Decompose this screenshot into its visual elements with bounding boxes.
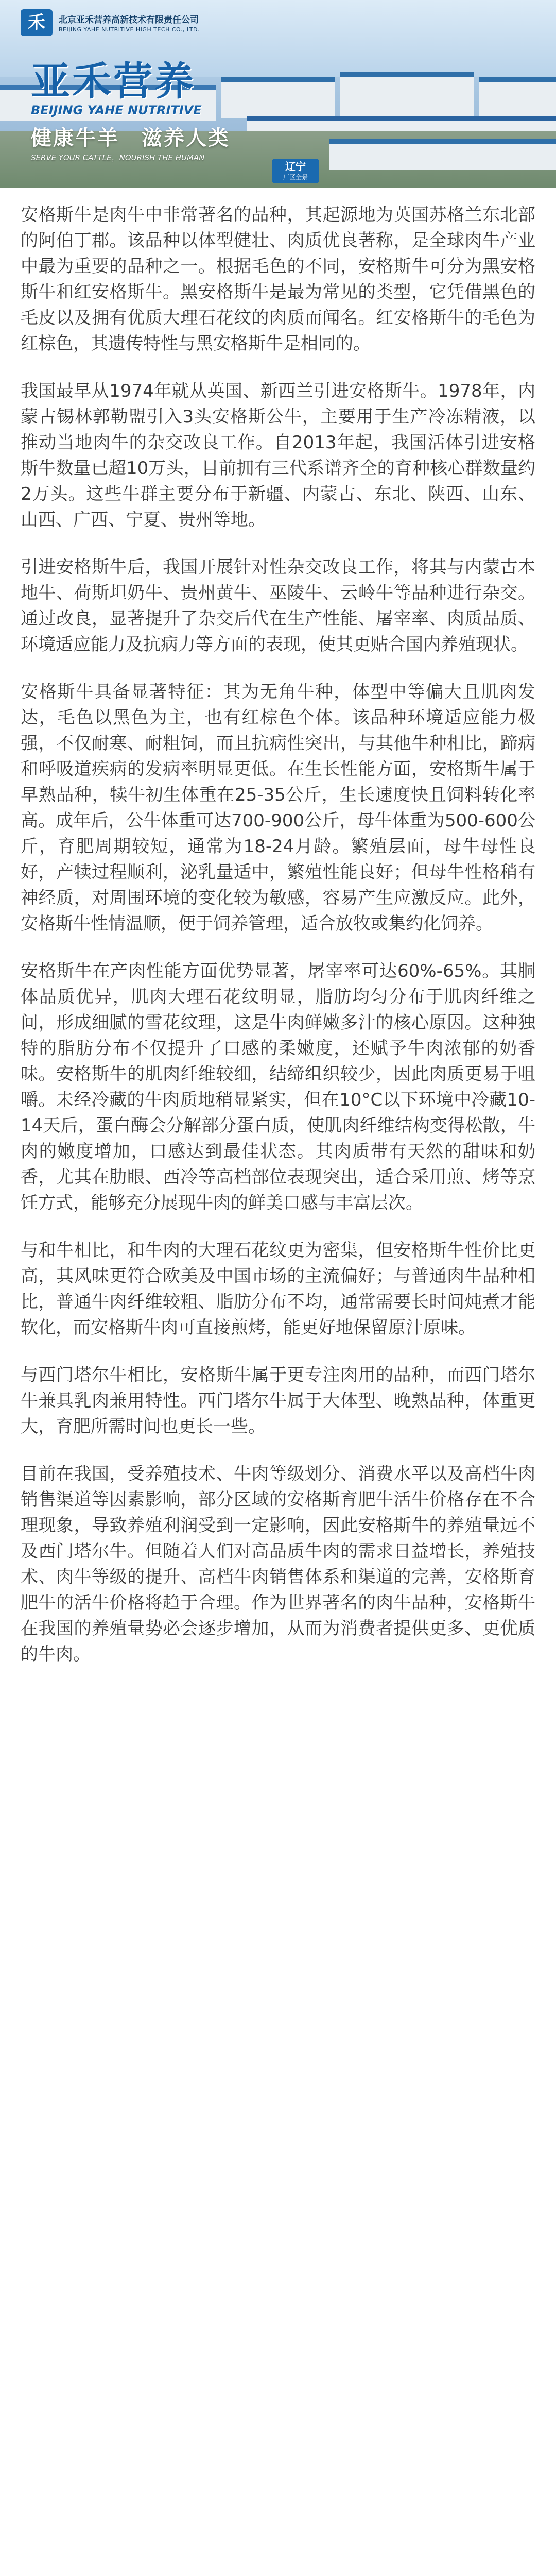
article-paragraph: 与和牛相比，和牛肉的大理石花纹更为密集，但安格斯牛性价比更高，其风味更符合欧美及中国市场的主流偏好；与普通肉牛品种相比，普通牛肉纤维较粗、脂肪分布不均，通常需要长时间炖煮才能软化，而安格斯牛肉可直接煎烤，能更好地保留原汁原味。 (21, 1240, 535, 1338)
company-name-block (59, 12, 200, 33)
brand-title-en: BEIJING YAHE NUTRITIVE (31, 103, 202, 117)
article-body (21, 202, 535, 1689)
article-paragraph: 安格斯牛是肉牛中非常著名的品种，其起源地为英国苏格兰东北部的阿伯丁郡。该品种以体型健壮、肉质优良著称，是全球肉牛产业中最为重要的品种之一。根据毛色的不同，安格斯牛可分为黑安格斯牛和红安格斯牛。黑安格斯牛是最为常见的类型，它凭借黑色的毛皮以及拥有优质大理石花纹的肉质而闻名。红安格斯牛的毛色为红棕色，其遗传特性与黑安格斯牛是相同的。 (21, 205, 535, 354)
company-name-en: BEIJING YAHE NUTRITIVE HIGH TECH CO., LTD. (59, 26, 200, 33)
article-paragraph: 安格斯牛在产肉性能方面优势显著，屠宰率可达60%-65%。其胴体品质优异，肌肉大理石花纹明显，脂肪均匀分布于肌肉纤维之间，形成细腻的雪花纹理，这是牛肉鲜嫩多汁的核心原因。这种独特的脂肪分布不仅提升了口感的柔嫩度，还赋予牛肉浓郁的奶香味。安格斯牛的肌肉纤维较细，结缔组织较少，因此肉质更易于咀嚼。未经冷藏的牛肉质地稍显紧实，但在10°C以下环境中冷藏10-14天后，蛋白酶会分解部分蛋白质，使肌肉纤维结构变得松散，牛肉的嫩度增加，口感达到最佳状态。其肉质带有天然的甜味和奶香，尤其在肋眼、西冷等高档部位表现突出，适合采用煎、烤等烹饪方式，能够充分展现牛肉的鲜美口感与丰富层次。 (21, 961, 535, 1213)
article-paragraph: 我国最早从1974年就从英国、新西兰引进安格斯牛。1978年，内蒙古锡林郭勒盟引入3头安格斯公牛，主要用于生产冷冻精液，以推动当地肉牛的杂交改良工作。自2013年起，我国活体引进安格斯牛数量已超10万头，目前拥有三代系谱齐全的育种核心群数量约2万头。这些牛群主要分布于新疆、内蒙古、东北、陕西、山东、山西、广西、宁夏、贵州等地。 (21, 381, 535, 530)
company-name-cn: 北京亚禾营养高新技术有限责任公司 (59, 15, 199, 25)
article-paragraph: 与西门塔尔牛相比，安格斯牛属于更专注肉用的品种，而西门塔尔牛兼具乳肉兼用特性。西门塔尔牛属于大体型、晚熟品种，体重更大，育肥所需时间也更长一些。 (21, 1365, 535, 1437)
location-badge (272, 159, 319, 183)
article-paragraph: 引进安格斯牛后，我国开展针对性杂交改良工作，将其与内蒙古本地牛、荷斯坦奶牛、贵州黄牛、巫陵牛、云岭牛等品种进行杂交。通过改良，显著提升了杂交后代在生产性能、屠宰率、肉质品质、环境适应能力及抗病力等方面的表现，使其更贴合国内养殖现状。 (21, 557, 535, 655)
article-paragraph: 目前在我国，受养殖技术、牛肉等级划分、消费水平以及高档牛肉销售渠道等因素影响，部分区域的安格斯育肥牛活牛价格存在不合理现象，导致养殖利润受到一定影响，因此安格斯牛的养殖量远不及西门塔尔牛。但随着人们对高品质牛肉的需求日益增长，养殖技术、肉牛等级的提升、高档牛肉销售体系和渠道的完善，安格斯育肥牛的活牛价格将趋于合理。作为世界著名的肉牛品种，安格斯牛在我国的养殖量势必会逐步增加，从而为消费者提供更多、更优质的牛肉。 (21, 1464, 535, 1665)
article-paragraph: 安格斯牛具备显著特征：其为无角牛种，体型中等偏大且肌肉发达，毛色以黑色为主，也有红棕色个体。该品种环境适应能力极强，不仅耐寒、耐粗饲，而且抗病性突出，与其他牛种相比，蹄病和呼吸道疾病的发病率明显更低。在生长性能方面，安格斯牛属于早熟品种，犊牛初生体重在25-35公斤，生长速度快且饲料转化率高。成年后，公牛体重可达700-900公斤，母牛体重为500-600公斤，育肥周期较短，通常为18-24月龄。繁殖层面，母牛母性良好，产犊过程顺利，泌乳量适中，繁殖性能良好；但母牛性格稍有神经质，对周围环境的变化较为敏感，容易产生应激反应。此外，安格斯牛性情温顺，便于饲养管理，适合放牧或集约化饲养。 (21, 682, 535, 934)
brand-title-cn: 亚禾营养 (31, 58, 196, 104)
badge-caption: 厂区全景 (283, 174, 308, 181)
header-banner (0, 0, 556, 188)
barn-building (340, 72, 474, 118)
barn-building (479, 77, 556, 118)
badge-region: 辽宁 (285, 160, 306, 173)
slogan-cn: 健康牛羊 滋养人类 (31, 126, 230, 150)
company-logo: 禾 (21, 9, 53, 36)
barn-building (221, 77, 335, 118)
barn-building (329, 139, 556, 170)
brand-block (31, 58, 230, 163)
company-logo-row (21, 9, 200, 36)
slogan-en: SERVE YOUR CATTLE，NOURISH THE HUMAN (31, 153, 205, 162)
